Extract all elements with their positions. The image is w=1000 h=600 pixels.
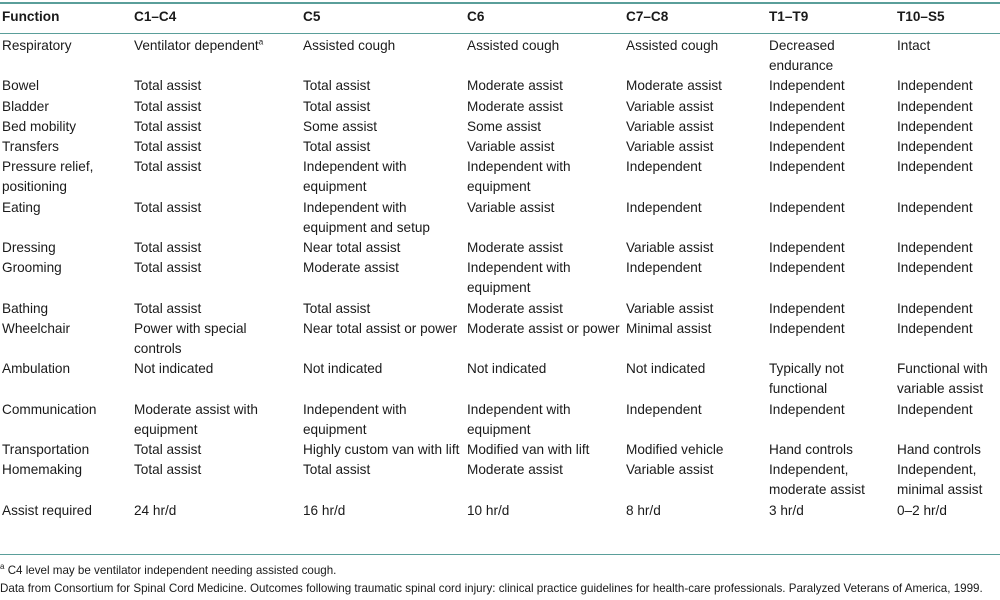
- value-cell: [465, 97, 624, 117]
- value-cell: [767, 460, 895, 500]
- value-cell: [767, 440, 895, 460]
- cell-text: Moderate assist: [303, 260, 399, 276]
- cell-text: Independent: [897, 118, 973, 134]
- cell-text: Near total assist: [303, 240, 401, 256]
- cell-text: Total assist: [134, 199, 202, 215]
- cell-text: Not indicated: [303, 361, 383, 377]
- value-cell: [301, 28, 465, 76]
- value-cell: [895, 319, 1000, 359]
- value-cell: [624, 359, 767, 399]
- value-cell: [465, 359, 624, 399]
- value-cell: [767, 76, 895, 96]
- functional-outcomes-table: [0, 6, 1000, 521]
- value-cell: [895, 238, 1000, 258]
- cell-text: Moderate assist: [467, 462, 563, 478]
- value-cell: [465, 258, 624, 298]
- value-cell: [767, 319, 895, 359]
- value-cell: [624, 76, 767, 96]
- value-cell: [895, 198, 1000, 238]
- cell-text: Independent: [897, 98, 973, 114]
- value-cell: [624, 299, 767, 319]
- table-row: [0, 137, 1000, 157]
- table-row: [0, 157, 1000, 197]
- value-cell: [465, 319, 624, 359]
- function-cell: Bladder: [2, 98, 49, 114]
- value-cell: [767, 258, 895, 298]
- function-cell: Bed mobility: [2, 118, 77, 134]
- table-row: [0, 400, 1000, 440]
- value-cell: [767, 117, 895, 137]
- value-cell: [301, 440, 465, 460]
- table-row: [0, 28, 1000, 76]
- cell-text: Some assist: [467, 118, 542, 134]
- column-header: T10–S5: [897, 8, 945, 24]
- cell-text: Total assist: [303, 78, 371, 94]
- cell-text: Independent with equipment: [467, 401, 571, 437]
- cell-text: Total assist: [303, 300, 371, 316]
- source-note: Data from Consortium for Spinal Cord Medicine. Outcomes following traumatic spinal cord injury: clinical practice guidelines for health-care professionals. Paralyzed Veterans of America, 1999.: [0, 582, 983, 595]
- table-top-rule: [0, 2, 1000, 4]
- cell-text: Moderate assist or power: [467, 320, 620, 336]
- cell-text: 24 hr/d: [134, 502, 177, 518]
- footnotes: [0, 562, 1000, 598]
- cell-text: Total assist: [134, 78, 202, 94]
- cell-text: Decreased endurance: [769, 38, 835, 74]
- table-bottom-rule: [0, 554, 1000, 555]
- cell-text: Independent: [769, 159, 845, 175]
- value-cell: [465, 400, 624, 440]
- value-cell: [624, 28, 767, 76]
- function-cell: Dressing: [2, 240, 56, 256]
- cell-text: Independent: [897, 260, 973, 276]
- value-cell: [132, 440, 301, 460]
- value-cell: [767, 400, 895, 440]
- value-cell: [624, 238, 767, 258]
- cell-text: Moderate assist: [626, 78, 722, 94]
- footnote-a: [0, 562, 1000, 580]
- cell-text: Independent with equipment and setup: [303, 199, 430, 235]
- function-cell: Transfers: [2, 139, 59, 155]
- value-cell: [895, 76, 1000, 96]
- table-row: [0, 198, 1000, 238]
- cell-text: Independent: [897, 199, 973, 215]
- value-cell: [624, 258, 767, 298]
- cell-text: Independent: [897, 300, 973, 316]
- value-cell: [624, 400, 767, 440]
- cell-text: Independent: [897, 320, 973, 336]
- cell-text: Not indicated: [134, 361, 214, 377]
- cell-text: Variable assist: [467, 139, 555, 155]
- cell-text: Variable assist: [626, 300, 714, 316]
- value-cell: [767, 198, 895, 238]
- value-cell: [301, 76, 465, 96]
- cell-text: Independent: [897, 240, 973, 256]
- cell-text: Independent: [769, 300, 845, 316]
- cell-text: Moderate assist: [467, 78, 563, 94]
- cell-text: Variable assist: [626, 139, 714, 155]
- column-header: C6: [467, 8, 485, 24]
- column-header: C7–C8: [626, 8, 669, 24]
- value-cell: [301, 137, 465, 157]
- footnote-marker: a: [0, 562, 5, 572]
- value-cell: [465, 460, 624, 500]
- cell-text: Independent, minimal assist: [897, 462, 983, 498]
- value-cell: [895, 258, 1000, 298]
- table-row: [0, 117, 1000, 137]
- cell-text: Hand controls: [769, 442, 853, 458]
- cell-text: Not indicated: [467, 361, 547, 377]
- footnote-text: C4 level may be ventilator independent needing assisted cough.: [7, 564, 337, 577]
- value-cell: [895, 440, 1000, 460]
- cell-text: Total assist: [134, 300, 202, 316]
- value-cell: [132, 97, 301, 117]
- column-header: C1–C4: [134, 8, 177, 24]
- value-cell: [465, 238, 624, 258]
- cell-text: 3 hr/d: [769, 502, 804, 518]
- value-cell: [895, 299, 1000, 319]
- value-cell: [301, 97, 465, 117]
- cell-text: Total assist: [134, 139, 202, 155]
- function-cell: Communication: [2, 401, 97, 417]
- value-cell: [895, 359, 1000, 399]
- value-cell: [132, 299, 301, 319]
- value-cell: [624, 117, 767, 137]
- value-cell: [301, 359, 465, 399]
- cell-text: 8 hr/d: [626, 502, 661, 518]
- value-cell: [465, 137, 624, 157]
- value-cell: [132, 137, 301, 157]
- cell-text: 10 hr/d: [467, 502, 510, 518]
- value-cell: [301, 299, 465, 319]
- cell-text: Variable assist: [626, 118, 714, 134]
- cell-text: Variable assist: [626, 98, 714, 114]
- function-cell: Assist required: [2, 502, 92, 518]
- cell-text: Assisted cough: [467, 38, 560, 53]
- value-cell: [301, 258, 465, 298]
- function-cell: Grooming: [2, 260, 62, 276]
- cell-text: Independent: [897, 159, 973, 175]
- function-cell: Eating: [2, 199, 41, 215]
- value-cell: [132, 117, 301, 137]
- value-cell: [624, 460, 767, 500]
- cell-text: Independent: [769, 78, 845, 94]
- cell-text: Total assist: [134, 462, 202, 478]
- cell-text: Highly custom van with lift: [303, 442, 460, 458]
- value-cell: [301, 198, 465, 238]
- value-cell: [301, 238, 465, 258]
- cell-text: Typically not functional: [769, 361, 844, 397]
- value-cell: [767, 157, 895, 197]
- value-cell: [767, 501, 895, 521]
- header-row: [0, 6, 1000, 28]
- cell-text: Variable assist: [626, 240, 714, 256]
- table-row: [0, 460, 1000, 500]
- value-cell: [301, 117, 465, 137]
- cell-text: Ventilator dependent: [134, 38, 259, 53]
- cell-text: Independent: [769, 98, 845, 114]
- cell-text: Modified vehicle: [626, 442, 724, 458]
- table-row: [0, 319, 1000, 359]
- cell-text: Independent with equipment: [303, 159, 407, 195]
- value-cell: [624, 319, 767, 359]
- table-row: [0, 359, 1000, 399]
- value-cell: [465, 198, 624, 238]
- cell-text: Near total assist or power: [303, 320, 458, 336]
- value-cell: [301, 319, 465, 359]
- cell-text: Independent: [626, 260, 702, 276]
- cell-text: 16 hr/d: [303, 502, 346, 518]
- cell-text: Modified van with lift: [467, 442, 590, 458]
- cell-text: Independent, moderate assist: [769, 462, 865, 498]
- value-cell: [132, 400, 301, 440]
- cell-text: Independent: [626, 401, 702, 417]
- value-cell: [301, 157, 465, 197]
- cell-text: Hand controls: [897, 442, 981, 458]
- value-cell: [132, 198, 301, 238]
- value-cell: [465, 76, 624, 96]
- cell-text: Independent with equipment: [303, 401, 407, 437]
- column-header: Function: [2, 8, 60, 24]
- value-cell: [132, 460, 301, 500]
- value-cell: [624, 97, 767, 117]
- function-cell: Wheelchair: [2, 320, 70, 336]
- column-header: C5: [303, 8, 321, 24]
- value-cell: [132, 501, 301, 521]
- cell-text: Assisted cough: [303, 38, 396, 53]
- cell-text: Independent: [897, 401, 973, 417]
- cell-text: Independent: [769, 118, 845, 134]
- cell-text: Variable assist: [626, 462, 714, 478]
- value-cell: [767, 359, 895, 399]
- value-cell: [132, 238, 301, 258]
- cell-text: Total assist: [134, 159, 202, 175]
- value-cell: [465, 299, 624, 319]
- value-cell: [767, 97, 895, 117]
- cell-text: Independent: [769, 139, 845, 155]
- value-cell: [895, 97, 1000, 117]
- value-cell: [895, 501, 1000, 521]
- cell-text: Moderate assist: [467, 98, 563, 114]
- value-cell: [301, 400, 465, 440]
- value-cell: [767, 137, 895, 157]
- table-body: [0, 28, 1000, 521]
- column-header: T1–T9: [769, 8, 809, 24]
- value-cell: [465, 117, 624, 137]
- function-cell: Respiratory: [2, 38, 72, 53]
- value-cell: [895, 137, 1000, 157]
- cell-text: Moderate assist: [467, 300, 563, 316]
- cell-text: Some assist: [303, 118, 378, 134]
- value-cell: [132, 76, 301, 96]
- cell-text: Independent: [769, 199, 845, 215]
- value-cell: [895, 28, 1000, 76]
- cell-text: Total assist: [303, 462, 371, 478]
- value-cell: [624, 501, 767, 521]
- cell-text: Variable assist: [467, 199, 555, 215]
- cell-text: Independent: [769, 401, 845, 417]
- value-cell: [624, 157, 767, 197]
- value-cell: [895, 400, 1000, 440]
- cell-text: Independent: [769, 320, 845, 336]
- function-cell: Bowel: [2, 78, 40, 94]
- cell-text: Independent: [769, 240, 845, 256]
- table-row: [0, 440, 1000, 460]
- value-cell: [624, 198, 767, 238]
- value-cell: [132, 28, 301, 76]
- value-cell: [895, 117, 1000, 137]
- cell-text: Independent: [897, 78, 973, 94]
- cell-text: Total assist: [134, 240, 202, 256]
- footnote-marker: a: [258, 37, 264, 47]
- cell-text: Minimal assist: [626, 320, 712, 336]
- cell-text: Total assist: [134, 118, 202, 134]
- cell-text: Independent: [626, 199, 702, 215]
- cell-text: Assisted cough: [626, 38, 719, 53]
- value-cell: [465, 440, 624, 460]
- table-row: [0, 76, 1000, 96]
- value-cell: [767, 299, 895, 319]
- value-cell: [132, 319, 301, 359]
- value-cell: [895, 157, 1000, 197]
- cell-text: Independent: [769, 260, 845, 276]
- value-cell: [132, 157, 301, 197]
- cell-text: Independent with equipment: [467, 159, 571, 195]
- cell-text: Total assist: [134, 98, 202, 114]
- value-cell: [895, 460, 1000, 500]
- function-cell: Ambulation: [2, 361, 71, 377]
- value-cell: [465, 28, 624, 76]
- function-cell: Bathing: [2, 300, 49, 316]
- value-cell: [767, 28, 895, 76]
- cell-text: Total assist: [303, 139, 371, 155]
- value-cell: [301, 460, 465, 500]
- value-cell: [465, 157, 624, 197]
- value-cell: [767, 238, 895, 258]
- value-cell: [624, 137, 767, 157]
- cell-text: Independent: [626, 159, 702, 175]
- table-row: [0, 501, 1000, 521]
- value-cell: [132, 258, 301, 298]
- cell-text: Not indicated: [626, 361, 706, 377]
- value-cell: [624, 440, 767, 460]
- cell-text: Total assist: [134, 260, 202, 276]
- table-row: [0, 238, 1000, 258]
- table-row: [0, 258, 1000, 298]
- function-cell: Transportation: [2, 442, 90, 458]
- cell-text: Power with special controls: [134, 320, 247, 357]
- value-cell: [301, 501, 465, 521]
- cell-text: Functional with variable assist: [897, 361, 988, 397]
- cell-text: Total assist: [134, 442, 202, 458]
- function-cell: Pressure relief, positioning: [2, 159, 94, 195]
- table-row: [0, 299, 1000, 319]
- cell-text: Independent with equipment: [467, 260, 571, 296]
- cell-text: 0–2 hr/d: [897, 502, 947, 518]
- value-cell: [465, 501, 624, 521]
- cell-text: Total assist: [303, 98, 371, 114]
- cell-text: Intact: [897, 38, 931, 53]
- value-cell: [132, 359, 301, 399]
- cell-text: Moderate assist with equipment: [134, 401, 258, 437]
- cell-text: Moderate assist: [467, 240, 563, 256]
- table-row: [0, 97, 1000, 117]
- function-cell: Homemaking: [2, 462, 83, 478]
- cell-text: Independent: [897, 139, 973, 155]
